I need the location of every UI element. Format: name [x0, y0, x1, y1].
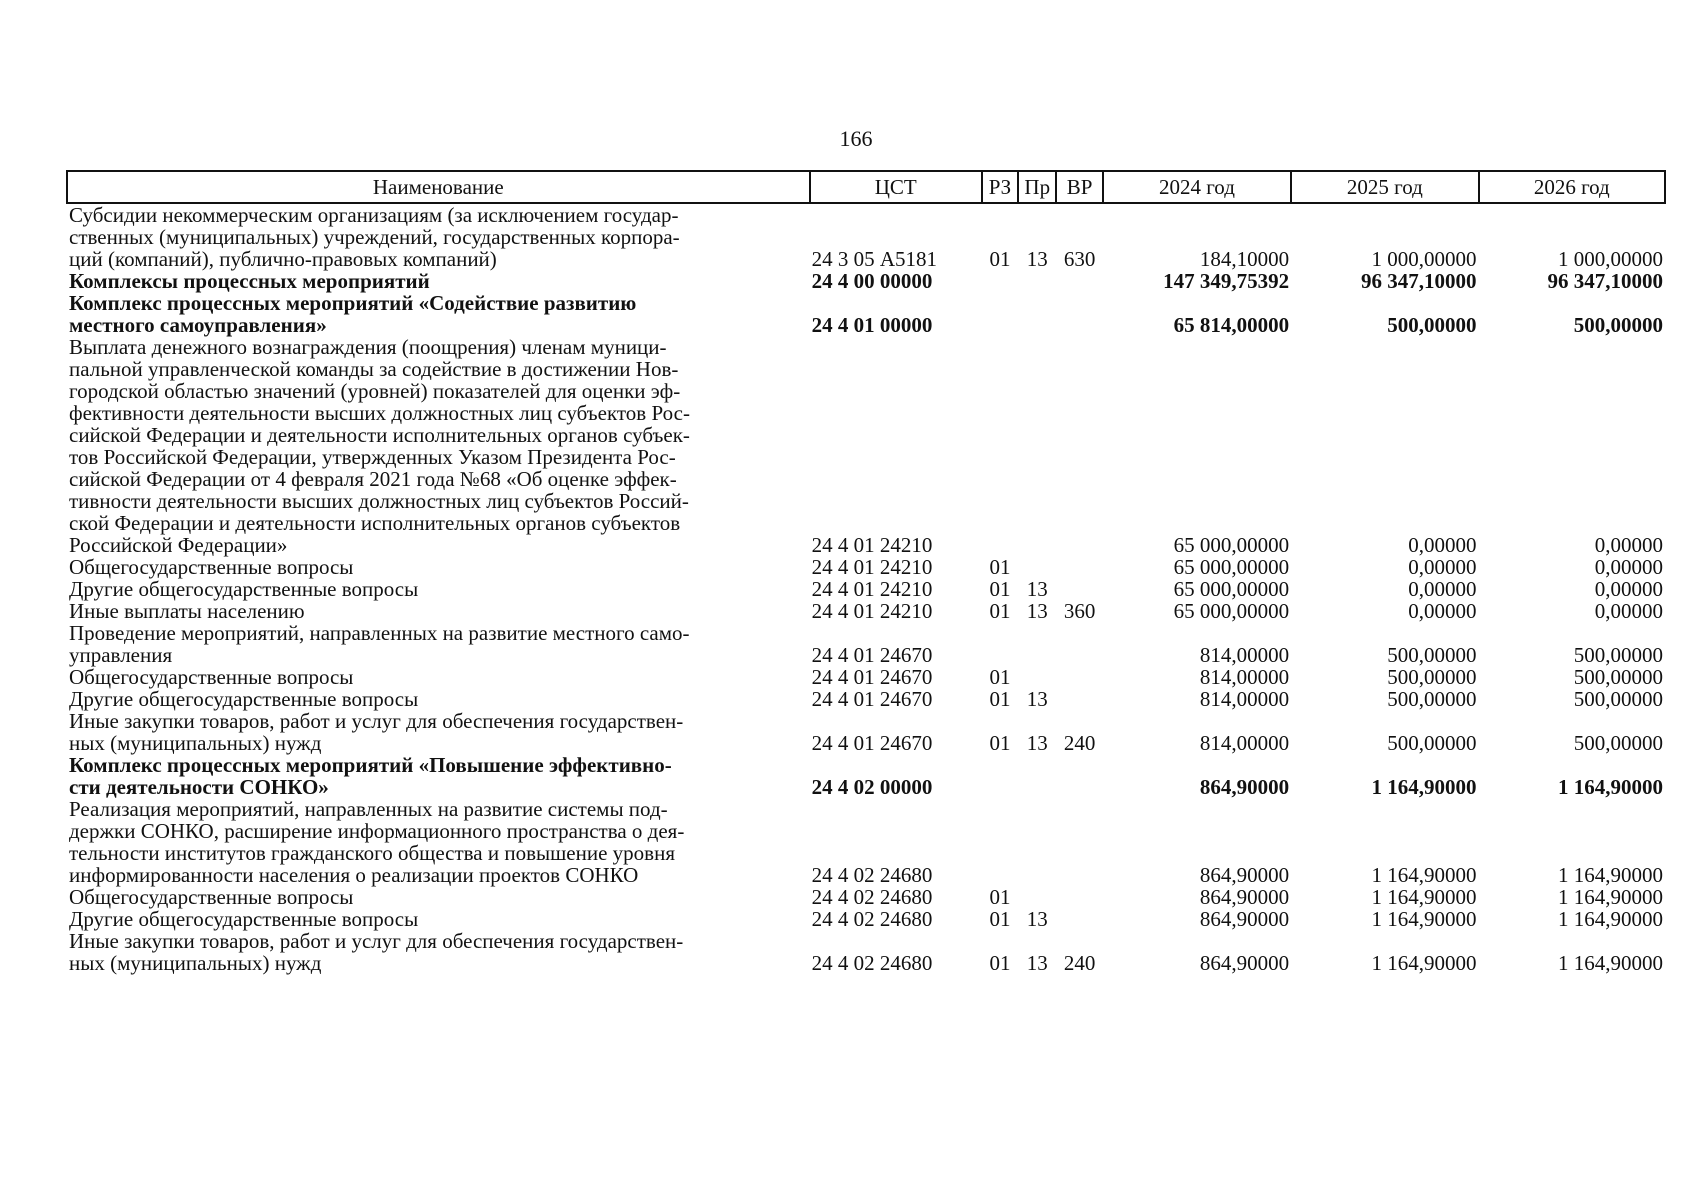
table-row	[67, 666, 1665, 688]
table-row	[67, 336, 1665, 556]
row-2025-amount: 0,00000	[1408, 555, 1477, 579]
row-rz-cell	[982, 270, 1018, 292]
row-2026-amount: 0,00000	[1594, 555, 1663, 579]
row-pr-cell: 13	[1026, 247, 1048, 271]
row-name-cell: Иные закупки товаров, работ и услуг для обеспечения государствен- ных (муниципальных) нужд	[69, 929, 684, 975]
row-pr-cell: 13	[1026, 599, 1048, 623]
row-2026-amount: 500,00000	[1573, 313, 1663, 337]
row-name-cell: Общегосударственные вопросы	[69, 555, 354, 579]
row-2025-amount: 1 164,90000	[1371, 907, 1477, 931]
row-rz-cell	[982, 798, 1018, 886]
row-vr-cell: 630	[1063, 247, 1096, 271]
row-2025-amount: 500,00000	[1387, 313, 1477, 337]
row-name-cell: Выплата денежного вознаграждения (поощрения) членам муници- пальной управленческой команды за содействие в достижении Нов- городской областью значений (уровней) показателей для оценки эф- фективности деятельности высших должностных лиц субъектов Рос- сийской Федерации и деятельности исполнительных органов субъек- тов Российской Федерации, утвержденных Указом Президента Рос- сийской Федерации от 4 февраля 2021 года №68 «Об оценке эффек- тивности деятельности высших должностных лиц субъектов Россий- ской Федерации и деятельности исполнительных органов субъектов Российской Федерации»	[69, 335, 690, 557]
row-rz-cell	[982, 622, 1018, 666]
row-2024-amount: 864,90000	[1199, 885, 1290, 909]
row-vr-cell	[1056, 908, 1102, 930]
row-pr-cell	[1018, 336, 1056, 556]
row-2025-amount: 1 000,00000	[1371, 247, 1477, 271]
row-2026-amount: 1 164,90000	[1558, 951, 1663, 975]
row-2024-amount: 184,10000	[1199, 247, 1290, 271]
page-number: 166	[839, 126, 873, 151]
row-cst-cell: 24 4 01 24670	[811, 643, 933, 667]
row-vr-cell: 240	[1063, 731, 1096, 755]
row-pr-cell	[1018, 754, 1056, 798]
header-name: Наименование	[67, 171, 810, 203]
row-cst-cell: 24 4 01 24210	[811, 555, 933, 579]
table-row	[67, 600, 1665, 622]
row-2024-amount: 864,90000	[1199, 951, 1290, 975]
row-cst-cell: 24 4 01 24210	[811, 599, 933, 623]
row-vr-cell	[1056, 798, 1102, 886]
row-2024-amount: 65 000,00000	[1173, 533, 1290, 557]
row-2026-amount: 96 347,10000	[1547, 269, 1663, 293]
row-vr-cell	[1056, 270, 1102, 292]
row-2024-amount: 864,90000	[1199, 775, 1290, 799]
table-row	[67, 270, 1665, 292]
row-name-cell: Комплексы процессных мероприятий	[69, 269, 430, 293]
row-name-cell: Иные закупки товаров, работ и услуг для обеспечения государствен- ных (муниципальных) нужд	[69, 709, 684, 755]
header-pr: Пр	[1018, 171, 1056, 203]
row-2024-amount: 147 349,75392	[1163, 269, 1290, 293]
row-name-cell: Иные выплаты населению	[69, 599, 305, 623]
row-vr-cell	[1056, 556, 1102, 578]
row-2024-amount: 65 000,00000	[1173, 577, 1290, 601]
row-cst-cell: 24 4 01 24670	[811, 665, 933, 689]
header-row	[67, 171, 1665, 203]
row-2026-amount: 500,00000	[1573, 687, 1663, 711]
table-row	[67, 930, 1665, 974]
table-row	[67, 688, 1665, 710]
row-2024-amount: 65 000,00000	[1173, 599, 1290, 623]
row-vr-cell	[1056, 754, 1102, 798]
row-cst-cell: 24 4 01 00000	[811, 313, 933, 337]
row-2025-amount: 1 164,90000	[1371, 863, 1477, 887]
header-2025: 2025 год	[1291, 171, 1478, 203]
row-2024-amount: 814,00000	[1199, 687, 1290, 711]
row-rz-cell: 01	[989, 665, 1011, 689]
row-2025-amount: 0,00000	[1408, 577, 1477, 601]
table-row	[67, 203, 1665, 270]
row-rz-cell: 01	[989, 555, 1011, 579]
row-rz-cell: 01	[989, 951, 1011, 975]
header-2024: 2024 год	[1103, 171, 1291, 203]
row-pr-cell	[1018, 556, 1056, 578]
row-2026-amount: 500,00000	[1573, 665, 1663, 689]
row-cst-cell: 24 4 00 00000	[811, 269, 933, 293]
row-name-cell: Субсидии некоммерческим организациям (за исключением государ- ственных (муниципальных) учреждений, государственных корпора- ций (компаний), публично-правовых компаний)	[69, 203, 680, 271]
table-row	[67, 578, 1665, 600]
row-pr-cell	[1018, 798, 1056, 886]
row-2025-amount: 0,00000	[1408, 533, 1477, 557]
row-vr-cell	[1056, 578, 1102, 600]
table-row	[67, 908, 1665, 930]
row-vr-cell	[1056, 336, 1102, 556]
row-2026-amount: 0,00000	[1594, 599, 1663, 623]
row-2025-amount: 1 164,90000	[1371, 775, 1477, 799]
row-cst-cell: 24 4 01 24670	[811, 731, 933, 755]
row-2024-amount: 65 000,00000	[1173, 555, 1290, 579]
row-rz-cell: 01	[989, 885, 1011, 909]
row-2026-amount: 1 164,90000	[1558, 885, 1663, 909]
row-cst-cell: 24 4 02 24680	[811, 907, 933, 931]
row-vr-cell: 240	[1063, 951, 1096, 975]
row-cst-cell: 24 4 01 24210	[811, 533, 933, 557]
budget-table	[66, 170, 1666, 974]
row-rz-cell: 01	[989, 687, 1011, 711]
row-vr-cell	[1056, 292, 1102, 336]
row-cst-cell: 24 4 02 24680	[811, 885, 933, 909]
header-cst: ЦСТ	[810, 171, 982, 203]
row-name-cell: Общегосударственные вопросы	[69, 665, 354, 689]
table-row	[67, 622, 1665, 666]
header-2026: 2026 год	[1479, 171, 1665, 203]
row-cst-cell: 24 4 01 24670	[811, 687, 933, 711]
row-pr-cell: 13	[1026, 577, 1048, 601]
row-pr-cell: 13	[1026, 687, 1048, 711]
row-2024-amount: 864,90000	[1199, 863, 1290, 887]
table-row	[67, 292, 1665, 336]
row-vr-cell	[1056, 886, 1102, 908]
row-2024-amount: 65 814,00000	[1173, 313, 1290, 337]
table-row	[67, 754, 1665, 798]
table-row	[67, 710, 1665, 754]
row-vr-cell	[1056, 666, 1102, 688]
row-2024-amount: 864,90000	[1199, 907, 1290, 931]
row-cst-cell: 24 4 02 24680	[811, 951, 933, 975]
row-rz-cell	[982, 292, 1018, 336]
row-2025-amount: 500,00000	[1387, 665, 1477, 689]
row-name-cell: Комплекс процессных мероприятий «Повышение эффективно- сти деятельности СОНКО»	[69, 753, 672, 799]
row-2024-amount: 814,00000	[1199, 643, 1290, 667]
row-rz-cell: 01	[989, 577, 1011, 601]
row-2025-amount: 1 164,90000	[1371, 885, 1477, 909]
row-pr-cell	[1018, 666, 1056, 688]
row-vr-cell: 360	[1063, 599, 1096, 623]
row-pr-cell	[1018, 270, 1056, 292]
row-pr-cell: 13	[1026, 731, 1048, 755]
row-name-cell: Реализация мероприятий, направленных на развитие системы под- держки СОНКО, расширение информационного пространства о дея- тельности институтов гражданского общества и повышение уровня информированности населения о реализации проектов СОНКО	[69, 797, 685, 887]
table-body	[67, 203, 1665, 974]
row-2026-amount: 1 164,90000	[1558, 907, 1663, 931]
row-vr-cell	[1056, 622, 1102, 666]
row-2024-amount: 814,00000	[1199, 665, 1290, 689]
row-name-cell: Комплекс процессных мероприятий «Содействие развитию местного самоуправления»	[69, 291, 637, 337]
row-pr-cell: 13	[1026, 907, 1048, 931]
row-pr-cell: 13	[1026, 951, 1048, 975]
table-row	[67, 556, 1665, 578]
row-name-cell: Общегосударственные вопросы	[69, 885, 354, 909]
row-name-cell: Другие общегосударственные вопросы	[69, 907, 419, 931]
row-rz-cell	[982, 336, 1018, 556]
row-rz-cell: 01	[989, 247, 1011, 271]
row-2026-amount: 1 164,90000	[1558, 863, 1663, 887]
row-rz-cell	[982, 754, 1018, 798]
row-2026-amount: 500,00000	[1573, 643, 1663, 667]
row-2026-amount: 0,00000	[1594, 533, 1663, 557]
row-cst-cell: 24 3 05 А5181	[811, 247, 937, 271]
row-name-cell: Другие общегосударственные вопросы	[69, 687, 419, 711]
row-rz-cell: 01	[989, 907, 1011, 931]
header-vr: ВР	[1056, 171, 1102, 203]
row-2026-amount: 500,00000	[1573, 731, 1663, 755]
row-vr-cell	[1056, 688, 1102, 710]
row-name-cell: Проведение мероприятий, направленных на развитие местного само- управления	[69, 621, 690, 667]
row-pr-cell	[1018, 886, 1056, 908]
row-cst-cell: 24 4 02 00000	[811, 775, 933, 799]
row-2026-amount: 1 000,00000	[1558, 247, 1663, 271]
row-2025-amount: 500,00000	[1387, 687, 1477, 711]
row-rz-cell: 01	[989, 731, 1011, 755]
table-row	[67, 886, 1665, 908]
row-cst-cell: 24 4 02 24680	[811, 863, 933, 887]
row-pr-cell	[1018, 622, 1056, 666]
row-2026-amount: 0,00000	[1594, 577, 1663, 601]
row-2026-amount: 1 164,90000	[1558, 775, 1663, 799]
row-2024-amount: 814,00000	[1199, 731, 1290, 755]
row-2025-amount: 96 347,10000	[1361, 269, 1477, 293]
header-rz: РЗ	[982, 171, 1018, 203]
row-name-cell: Другие общегосударственные вопросы	[69, 577, 419, 601]
row-rz-cell: 01	[989, 599, 1011, 623]
table-row	[67, 798, 1665, 886]
row-pr-cell	[1018, 292, 1056, 336]
row-2025-amount: 500,00000	[1387, 731, 1477, 755]
row-cst-cell: 24 4 01 24210	[811, 577, 933, 601]
row-2025-amount: 0,00000	[1408, 599, 1477, 623]
row-2025-amount: 500,00000	[1387, 643, 1477, 667]
row-2025-amount: 1 164,90000	[1371, 951, 1477, 975]
